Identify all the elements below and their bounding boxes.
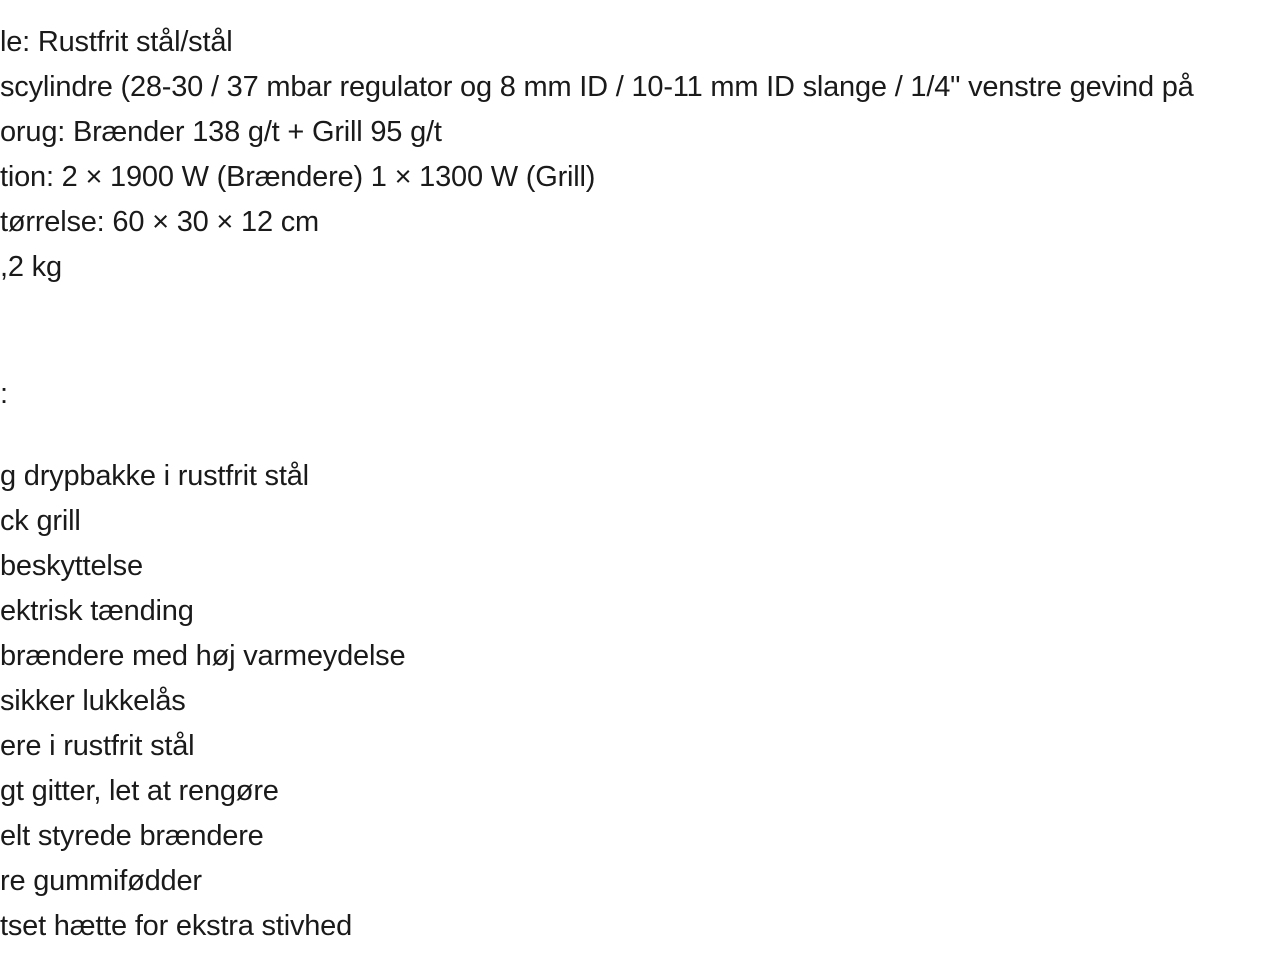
spec-line-weight: ,2 kg [0,251,62,283]
feature-item: brændere med høj varmeydelse [0,640,406,672]
feature-item: ck grill [0,505,81,537]
feature-item: re gummifødder [0,865,202,897]
features-heading: : [0,378,8,410]
feature-item: ektrisk tænding [0,595,194,627]
feature-item: ere i rustfrit stål [0,730,195,762]
spec-line-output: tion: 2 × 1900 W (Brændere) 1 × 1300 W (Grill) [0,161,596,193]
spec-line-material: le: Rustfrit stål/stål [0,26,233,58]
spec-line-dimensions: tørrelse: 60 × 30 × 12 cm [0,206,319,238]
spec-line-consumption: orug: Brænder 138 g/t + Grill 95 g/t [0,116,442,148]
feature-item: tset hætte for ekstra stivhed [0,910,353,942]
feature-item: g drypbakke i rustfrit stål [0,460,309,492]
feature-item: gt gitter, let at rengøre [0,775,279,807]
feature-item: beskyttelse [0,550,143,582]
feature-item: elt styrede brændere [0,820,264,852]
spec-line-gas-cylinders: scylindre (28-30 / 37 mbar regulator og 8 mm ID / 10-11 mm ID slange / 1/4" venstre gevind på [0,71,1194,103]
feature-item: sikker lukkelås [0,685,186,717]
